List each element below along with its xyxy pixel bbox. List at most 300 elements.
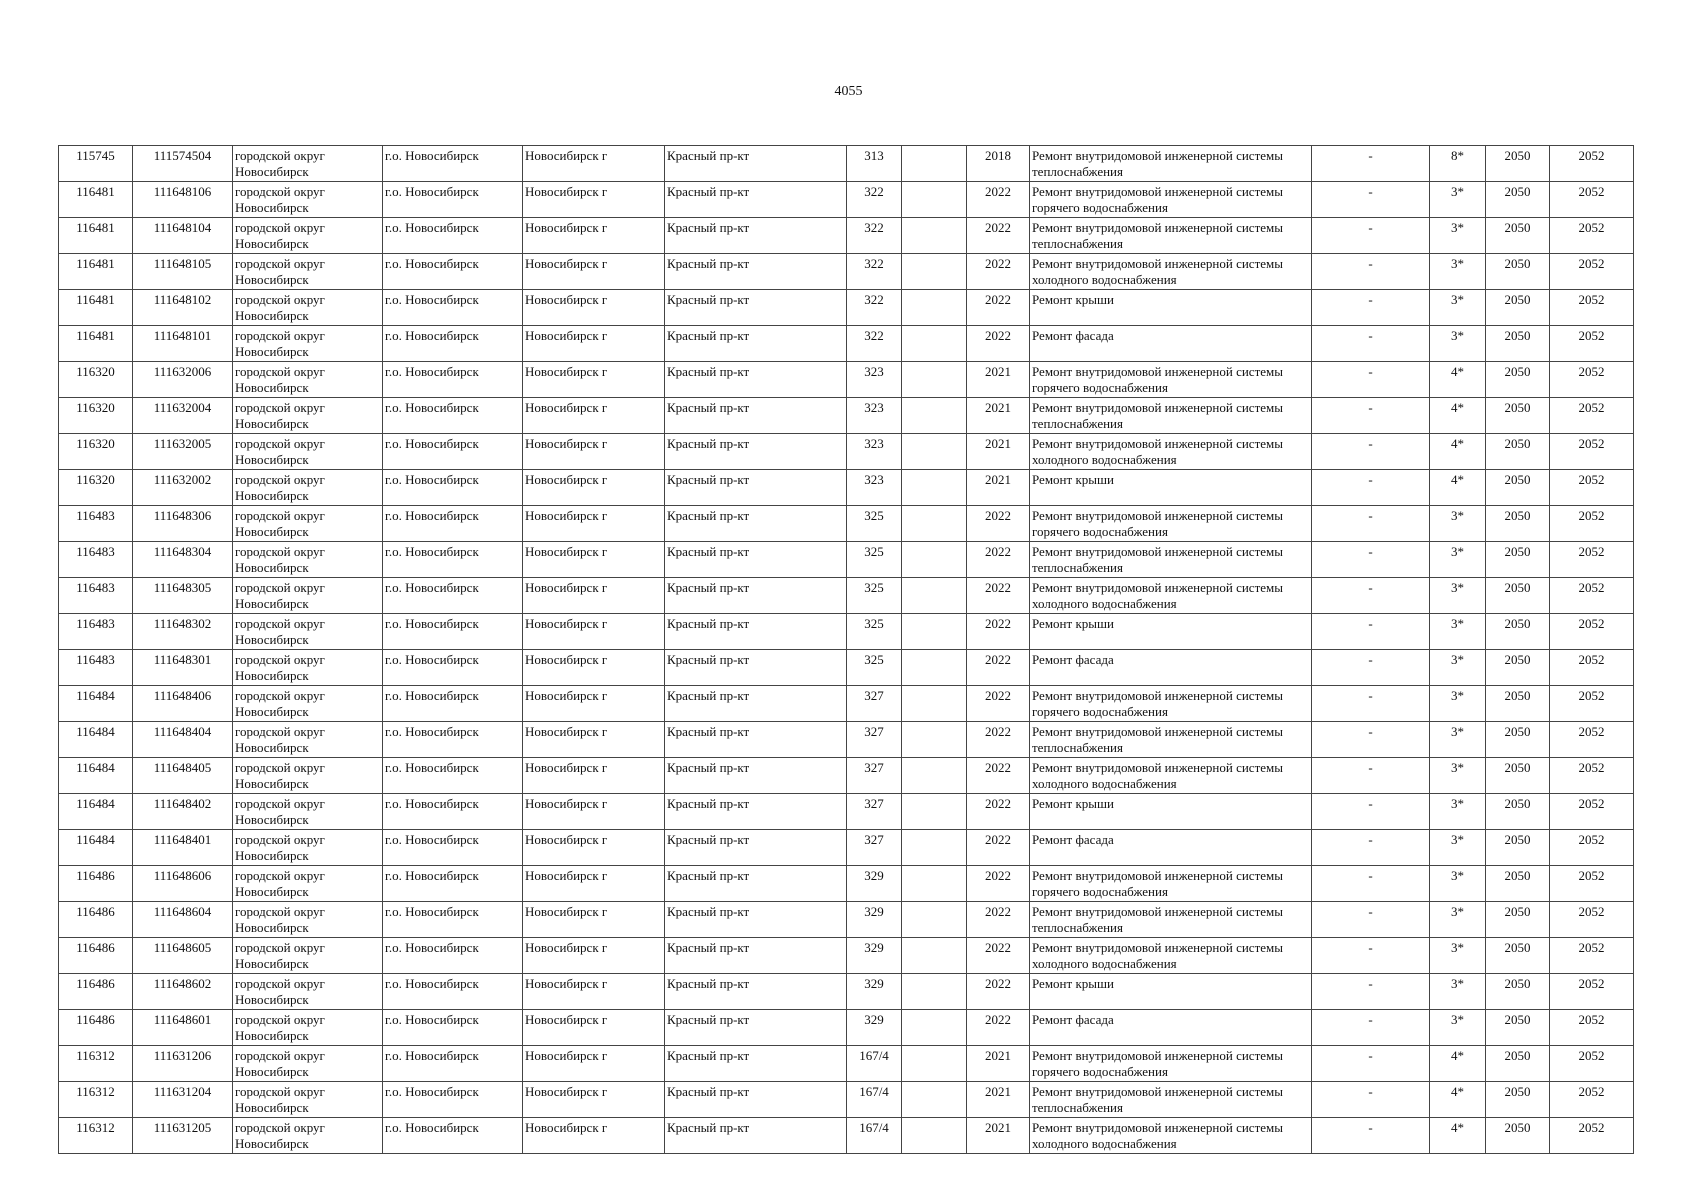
table-row — [59, 218, 1634, 254]
cell-end-year: 2052 — [1550, 1118, 1634, 1154]
table-row — [59, 542, 1634, 578]
cell-street: Красный пр-кт — [665, 686, 847, 722]
cell-id: 116320 — [59, 362, 133, 398]
cell-municipality: городской округ Новосибирск — [233, 866, 383, 902]
cell-cost: - — [1312, 326, 1430, 362]
cell-municipality: городской округ Новосибирск — [233, 146, 383, 182]
cell-cost: - — [1312, 650, 1430, 686]
cell-work-type: Ремонт крыши — [1030, 290, 1312, 326]
cell-district: г.о. Новосибирск — [383, 614, 523, 650]
cell-city: Новосибирск г — [523, 290, 665, 326]
cell-building — [902, 1082, 967, 1118]
cell-city: Новосибирск г — [523, 974, 665, 1010]
cell-city: Новосибирск г — [523, 830, 665, 866]
cell-id: 116483 — [59, 650, 133, 686]
cell-street: Красный пр-кт — [665, 326, 847, 362]
cell-house: 323 — [847, 434, 902, 470]
cell-start-year: 2050 — [1486, 650, 1550, 686]
cell-city: Новосибирск г — [523, 542, 665, 578]
cell-cost: - — [1312, 866, 1430, 902]
cell-house: 327 — [847, 794, 902, 830]
cell-district: г.о. Новосибирск — [383, 974, 523, 1010]
cell-id: 116481 — [59, 182, 133, 218]
cell-municipality: городской округ Новосибирск — [233, 650, 383, 686]
cell-city: Новосибирск г — [523, 398, 665, 434]
cell-street: Красный пр-кт — [665, 830, 847, 866]
table-row — [59, 830, 1634, 866]
cell-city: Новосибирск г — [523, 650, 665, 686]
cell-district: г.о. Новосибирск — [383, 1082, 523, 1118]
cell-work-type: Ремонт внутридомовой инженерной системы горячего водоснабжения — [1030, 506, 1312, 542]
cell-year: 2022 — [967, 722, 1030, 758]
cell-house: 325 — [847, 578, 902, 614]
cell-period: 3* — [1430, 326, 1486, 362]
cell-year: 2022 — [967, 974, 1030, 1010]
cell-street: Красный пр-кт — [665, 578, 847, 614]
cell-municipality: городской округ Новосибирск — [233, 254, 383, 290]
cell-building — [902, 614, 967, 650]
cell-cost: - — [1312, 1118, 1430, 1154]
cell-house: 322 — [847, 326, 902, 362]
cell-city: Новосибирск г — [523, 614, 665, 650]
cell-district: г.о. Новосибирск — [383, 146, 523, 182]
cell-code: 111648604 — [133, 902, 233, 938]
cell-year: 2021 — [967, 362, 1030, 398]
cell-municipality: городской округ Новосибирск — [233, 722, 383, 758]
cell-end-year: 2052 — [1550, 362, 1634, 398]
cell-municipality: городской округ Новосибирск — [233, 794, 383, 830]
cell-building — [902, 146, 967, 182]
cell-end-year: 2052 — [1550, 398, 1634, 434]
cell-house: 327 — [847, 758, 902, 794]
cell-street: Красный пр-кт — [665, 1118, 847, 1154]
cell-period: 3* — [1430, 722, 1486, 758]
table-row — [59, 686, 1634, 722]
table-row — [59, 470, 1634, 506]
cell-work-type: Ремонт фасада — [1030, 650, 1312, 686]
table-row — [59, 1082, 1634, 1118]
cell-work-type: Ремонт внутридомовой инженерной системы горячего водоснабжения — [1030, 182, 1312, 218]
cell-building — [902, 1046, 967, 1082]
cell-work-type: Ремонт внутридомовой инженерной системы горячего водоснабжения — [1030, 686, 1312, 722]
cell-city: Новосибирск г — [523, 470, 665, 506]
cell-code: 111574504 — [133, 146, 233, 182]
cell-work-type: Ремонт внутридомовой инженерной системы холодного водоснабжения — [1030, 1118, 1312, 1154]
cell-work-type: Ремонт внутридомовой инженерной системы холодного водоснабжения — [1030, 578, 1312, 614]
cell-house: 167/4 — [847, 1082, 902, 1118]
cell-house: 329 — [847, 938, 902, 974]
cell-year: 2022 — [967, 902, 1030, 938]
cell-end-year: 2052 — [1550, 722, 1634, 758]
cell-start-year: 2050 — [1486, 146, 1550, 182]
cell-end-year: 2052 — [1550, 254, 1634, 290]
table-row — [59, 398, 1634, 434]
cell-house: 323 — [847, 470, 902, 506]
cell-cost: - — [1312, 938, 1430, 974]
cell-period: 3* — [1430, 650, 1486, 686]
cell-year: 2021 — [967, 434, 1030, 470]
cell-code: 111648401 — [133, 830, 233, 866]
cell-work-type: Ремонт внутридомовой инженерной системы горячего водоснабжения — [1030, 866, 1312, 902]
cell-house: 329 — [847, 866, 902, 902]
cell-year: 2022 — [967, 866, 1030, 902]
cell-work-type: Ремонт внутридомовой инженерной системы холодного водоснабжения — [1030, 758, 1312, 794]
cell-street: Красный пр-кт — [665, 146, 847, 182]
cell-municipality: городской округ Новосибирск — [233, 902, 383, 938]
cell-building — [902, 902, 967, 938]
cell-id: 116486 — [59, 902, 133, 938]
cell-start-year: 2050 — [1486, 1118, 1550, 1154]
table-row — [59, 974, 1634, 1010]
cell-year: 2022 — [967, 830, 1030, 866]
cell-period: 3* — [1430, 830, 1486, 866]
cell-building — [902, 1118, 967, 1154]
cell-period: 4* — [1430, 470, 1486, 506]
cell-cost: - — [1312, 434, 1430, 470]
cell-end-year: 2052 — [1550, 470, 1634, 506]
cell-building — [902, 974, 967, 1010]
cell-cost: - — [1312, 758, 1430, 794]
cell-district: г.о. Новосибирск — [383, 542, 523, 578]
cell-cost: - — [1312, 362, 1430, 398]
cell-period: 3* — [1430, 686, 1486, 722]
cell-start-year: 2050 — [1486, 470, 1550, 506]
cell-end-year: 2052 — [1550, 1010, 1634, 1046]
cell-code: 111648602 — [133, 974, 233, 1010]
cell-cost: - — [1312, 146, 1430, 182]
cell-end-year: 2052 — [1550, 902, 1634, 938]
cell-cost: - — [1312, 218, 1430, 254]
cell-code: 111648404 — [133, 722, 233, 758]
cell-id: 116484 — [59, 686, 133, 722]
cell-start-year: 2050 — [1486, 830, 1550, 866]
cell-work-type: Ремонт внутридомовой инженерной системы теплоснабжения — [1030, 722, 1312, 758]
cell-period: 4* — [1430, 398, 1486, 434]
cell-code: 111631206 — [133, 1046, 233, 1082]
cell-house: 325 — [847, 542, 902, 578]
cell-start-year: 2050 — [1486, 722, 1550, 758]
cell-code: 111632004 — [133, 398, 233, 434]
cell-code: 111648101 — [133, 326, 233, 362]
cell-street: Красный пр-кт — [665, 290, 847, 326]
cell-end-year: 2052 — [1550, 146, 1634, 182]
cell-building — [902, 686, 967, 722]
cell-year: 2022 — [967, 614, 1030, 650]
cell-code: 111648606 — [133, 866, 233, 902]
cell-code: 111648301 — [133, 650, 233, 686]
cell-period: 3* — [1430, 1010, 1486, 1046]
cell-house: 313 — [847, 146, 902, 182]
cell-house: 327 — [847, 722, 902, 758]
cell-code: 111648105 — [133, 254, 233, 290]
cell-district: г.о. Новосибирск — [383, 722, 523, 758]
cell-district: г.о. Новосибирск — [383, 830, 523, 866]
cell-period: 3* — [1430, 218, 1486, 254]
cell-work-type: Ремонт внутридомовой инженерной системы горячего водоснабжения — [1030, 1046, 1312, 1082]
cell-house: 329 — [847, 1010, 902, 1046]
cell-code: 111648402 — [133, 794, 233, 830]
cell-id: 116320 — [59, 470, 133, 506]
cell-municipality: городской округ Новосибирск — [233, 218, 383, 254]
cell-start-year: 2050 — [1486, 794, 1550, 830]
cell-period: 3* — [1430, 974, 1486, 1010]
cell-year: 2022 — [967, 578, 1030, 614]
cell-street: Красный пр-кт — [665, 794, 847, 830]
cell-cost: - — [1312, 974, 1430, 1010]
cell-code: 111632005 — [133, 434, 233, 470]
cell-id: 116481 — [59, 326, 133, 362]
table-row — [59, 758, 1634, 794]
cell-period: 3* — [1430, 578, 1486, 614]
cell-cost: - — [1312, 614, 1430, 650]
cell-period: 4* — [1430, 362, 1486, 398]
cell-end-year: 2052 — [1550, 578, 1634, 614]
cell-work-type: Ремонт внутридомовой инженерной системы теплоснабжения — [1030, 146, 1312, 182]
cell-city: Новосибирск г — [523, 506, 665, 542]
table-row — [59, 938, 1634, 974]
cell-period: 3* — [1430, 758, 1486, 794]
cell-start-year: 2050 — [1486, 614, 1550, 650]
cell-municipality: городской округ Новосибирск — [233, 578, 383, 614]
cell-period: 4* — [1430, 1118, 1486, 1154]
cell-street: Красный пр-кт — [665, 1010, 847, 1046]
cell-street: Красный пр-кт — [665, 218, 847, 254]
cell-start-year: 2050 — [1486, 254, 1550, 290]
cell-house: 167/4 — [847, 1118, 902, 1154]
cell-building — [902, 182, 967, 218]
cell-district: г.о. Новосибирск — [383, 470, 523, 506]
cell-year: 2022 — [967, 290, 1030, 326]
cell-street: Красный пр-кт — [665, 434, 847, 470]
cell-cost: - — [1312, 794, 1430, 830]
cell-municipality: городской округ Новосибирск — [233, 1010, 383, 1046]
cell-building — [902, 830, 967, 866]
table-row — [59, 722, 1634, 758]
cell-year: 2022 — [967, 218, 1030, 254]
cell-municipality: городской округ Новосибирск — [233, 1046, 383, 1082]
cell-city: Новосибирск г — [523, 362, 665, 398]
cell-end-year: 2052 — [1550, 974, 1634, 1010]
cell-start-year: 2050 — [1486, 542, 1550, 578]
cell-house: 325 — [847, 506, 902, 542]
cell-district: г.о. Новосибирск — [383, 398, 523, 434]
cell-start-year: 2050 — [1486, 974, 1550, 1010]
cell-period: 3* — [1430, 938, 1486, 974]
cell-start-year: 2050 — [1486, 326, 1550, 362]
cell-start-year: 2050 — [1486, 1082, 1550, 1118]
table-row — [59, 794, 1634, 830]
cell-building — [902, 866, 967, 902]
cell-district: г.о. Новосибирск — [383, 254, 523, 290]
cell-city: Новосибирск г — [523, 1046, 665, 1082]
cell-city: Новосибирск г — [523, 866, 665, 902]
cell-code: 111648605 — [133, 938, 233, 974]
cell-street: Красный пр-кт — [665, 398, 847, 434]
cell-city: Новосибирск г — [523, 794, 665, 830]
cell-building — [902, 218, 967, 254]
table-row — [59, 326, 1634, 362]
cell-period: 3* — [1430, 542, 1486, 578]
cell-city: Новосибирск г — [523, 578, 665, 614]
table-row — [59, 902, 1634, 938]
table-row — [59, 866, 1634, 902]
cell-street: Красный пр-кт — [665, 1046, 847, 1082]
cell-building — [902, 650, 967, 686]
table-row — [59, 290, 1634, 326]
cell-municipality: городской округ Новосибирск — [233, 830, 383, 866]
cell-city: Новосибирск г — [523, 938, 665, 974]
cell-municipality: городской округ Новосибирск — [233, 434, 383, 470]
cell-street: Красный пр-кт — [665, 758, 847, 794]
cell-code: 111648406 — [133, 686, 233, 722]
cell-id: 116312 — [59, 1046, 133, 1082]
cell-building — [902, 506, 967, 542]
cell-city: Новосибирск г — [523, 326, 665, 362]
cell-work-type: Ремонт внутридомовой инженерной системы холодного водоснабжения — [1030, 434, 1312, 470]
cell-code: 111648102 — [133, 290, 233, 326]
cell-end-year: 2052 — [1550, 1082, 1634, 1118]
cell-id: 116486 — [59, 1010, 133, 1046]
cell-district: г.о. Новосибирск — [383, 326, 523, 362]
cell-year: 2022 — [967, 506, 1030, 542]
cell-code: 111648405 — [133, 758, 233, 794]
cell-city: Новосибирск г — [523, 686, 665, 722]
cell-street: Красный пр-кт — [665, 650, 847, 686]
cell-work-type: Ремонт крыши — [1030, 974, 1312, 1010]
cell-year: 2021 — [967, 470, 1030, 506]
cell-building — [902, 578, 967, 614]
cell-street: Красный пр-кт — [665, 1082, 847, 1118]
cell-period: 3* — [1430, 902, 1486, 938]
cell-period: 3* — [1430, 182, 1486, 218]
cell-id: 116486 — [59, 974, 133, 1010]
cell-year: 2021 — [967, 1082, 1030, 1118]
cell-id: 116486 — [59, 866, 133, 902]
cell-cost: - — [1312, 686, 1430, 722]
cell-house: 322 — [847, 254, 902, 290]
cell-house: 322 — [847, 290, 902, 326]
cell-year: 2022 — [967, 686, 1030, 722]
cell-municipality: городской округ Новосибирск — [233, 506, 383, 542]
table-row — [59, 362, 1634, 398]
cell-period: 4* — [1430, 1046, 1486, 1082]
cell-end-year: 2052 — [1550, 326, 1634, 362]
cell-building — [902, 434, 967, 470]
cell-building — [902, 470, 967, 506]
cell-building — [902, 290, 967, 326]
cell-code: 111632006 — [133, 362, 233, 398]
cell-start-year: 2050 — [1486, 398, 1550, 434]
cell-city: Новосибирск г — [523, 1082, 665, 1118]
cell-year: 2022 — [967, 182, 1030, 218]
cell-code: 111648306 — [133, 506, 233, 542]
cell-period: 3* — [1430, 290, 1486, 326]
cell-id: 116486 — [59, 938, 133, 974]
cell-start-year: 2050 — [1486, 758, 1550, 794]
cell-building — [902, 758, 967, 794]
cell-year: 2022 — [967, 758, 1030, 794]
cell-code: 111631205 — [133, 1118, 233, 1154]
cell-municipality: городской округ Новосибирск — [233, 758, 383, 794]
table-row — [59, 146, 1634, 182]
cell-district: г.о. Новосибирск — [383, 1118, 523, 1154]
cell-id: 116484 — [59, 758, 133, 794]
cell-start-year: 2050 — [1486, 866, 1550, 902]
cell-building — [902, 1010, 967, 1046]
cell-district: г.о. Новосибирск — [383, 758, 523, 794]
cell-district: г.о. Новосибирск — [383, 218, 523, 254]
cell-work-type: Ремонт фасада — [1030, 326, 1312, 362]
cell-year: 2021 — [967, 1118, 1030, 1154]
cell-end-year: 2052 — [1550, 290, 1634, 326]
cell-work-type: Ремонт фасада — [1030, 1010, 1312, 1046]
cell-municipality: городской округ Новосибирск — [233, 614, 383, 650]
cell-municipality: городской округ Новосибирск — [233, 290, 383, 326]
cell-city: Новосибирск г — [523, 758, 665, 794]
cell-work-type: Ремонт внутридомовой инженерной системы холодного водоснабжения — [1030, 938, 1312, 974]
cell-end-year: 2052 — [1550, 830, 1634, 866]
cell-id: 116312 — [59, 1082, 133, 1118]
cell-end-year: 2052 — [1550, 182, 1634, 218]
cell-municipality: городской округ Новосибирск — [233, 1082, 383, 1118]
cell-street: Красный пр-кт — [665, 362, 847, 398]
cell-year: 2021 — [967, 398, 1030, 434]
cell-municipality: городской округ Новосибирск — [233, 686, 383, 722]
cell-municipality: городской округ Новосибирск — [233, 938, 383, 974]
cell-street: Красный пр-кт — [665, 938, 847, 974]
cell-cost: - — [1312, 722, 1430, 758]
cell-work-type: Ремонт фасада — [1030, 830, 1312, 866]
table-row — [59, 182, 1634, 218]
table-row — [59, 506, 1634, 542]
cell-work-type: Ремонт внутридомовой инженерной системы теплоснабжения — [1030, 1082, 1312, 1118]
cell-year: 2018 — [967, 146, 1030, 182]
cell-start-year: 2050 — [1486, 938, 1550, 974]
cell-period: 3* — [1430, 866, 1486, 902]
cell-id: 116481 — [59, 290, 133, 326]
cell-start-year: 2050 — [1486, 1046, 1550, 1082]
cell-cost: - — [1312, 1046, 1430, 1082]
cell-cost: - — [1312, 830, 1430, 866]
cell-start-year: 2050 — [1486, 218, 1550, 254]
cell-district: г.о. Новосибирск — [383, 686, 523, 722]
cell-city: Новосибирск г — [523, 722, 665, 758]
cell-house: 325 — [847, 614, 902, 650]
cell-street: Красный пр-кт — [665, 902, 847, 938]
table-row — [59, 614, 1634, 650]
table-row — [59, 1118, 1634, 1154]
cell-district: г.о. Новосибирск — [383, 434, 523, 470]
cell-district: г.о. Новосибирск — [383, 506, 523, 542]
cell-id: 116484 — [59, 722, 133, 758]
cell-district: г.о. Новосибирск — [383, 794, 523, 830]
cell-street: Красный пр-кт — [665, 182, 847, 218]
cell-period: 4* — [1430, 1082, 1486, 1118]
cell-work-type: Ремонт внутридомовой инженерной системы теплоснабжения — [1030, 218, 1312, 254]
cell-building — [902, 398, 967, 434]
cell-period: 4* — [1430, 434, 1486, 470]
cell-start-year: 2050 — [1486, 290, 1550, 326]
cell-street: Красный пр-кт — [665, 974, 847, 1010]
cell-building — [902, 938, 967, 974]
cell-work-type: Ремонт внутридомовой инженерной системы теплоснабжения — [1030, 542, 1312, 578]
cell-work-type: Ремонт внутридомовой инженерной системы горячего водоснабжения — [1030, 362, 1312, 398]
cell-end-year: 2052 — [1550, 542, 1634, 578]
cell-end-year: 2052 — [1550, 218, 1634, 254]
cell-id: 116312 — [59, 1118, 133, 1154]
table-row — [59, 1010, 1634, 1046]
cell-house: 167/4 — [847, 1046, 902, 1082]
